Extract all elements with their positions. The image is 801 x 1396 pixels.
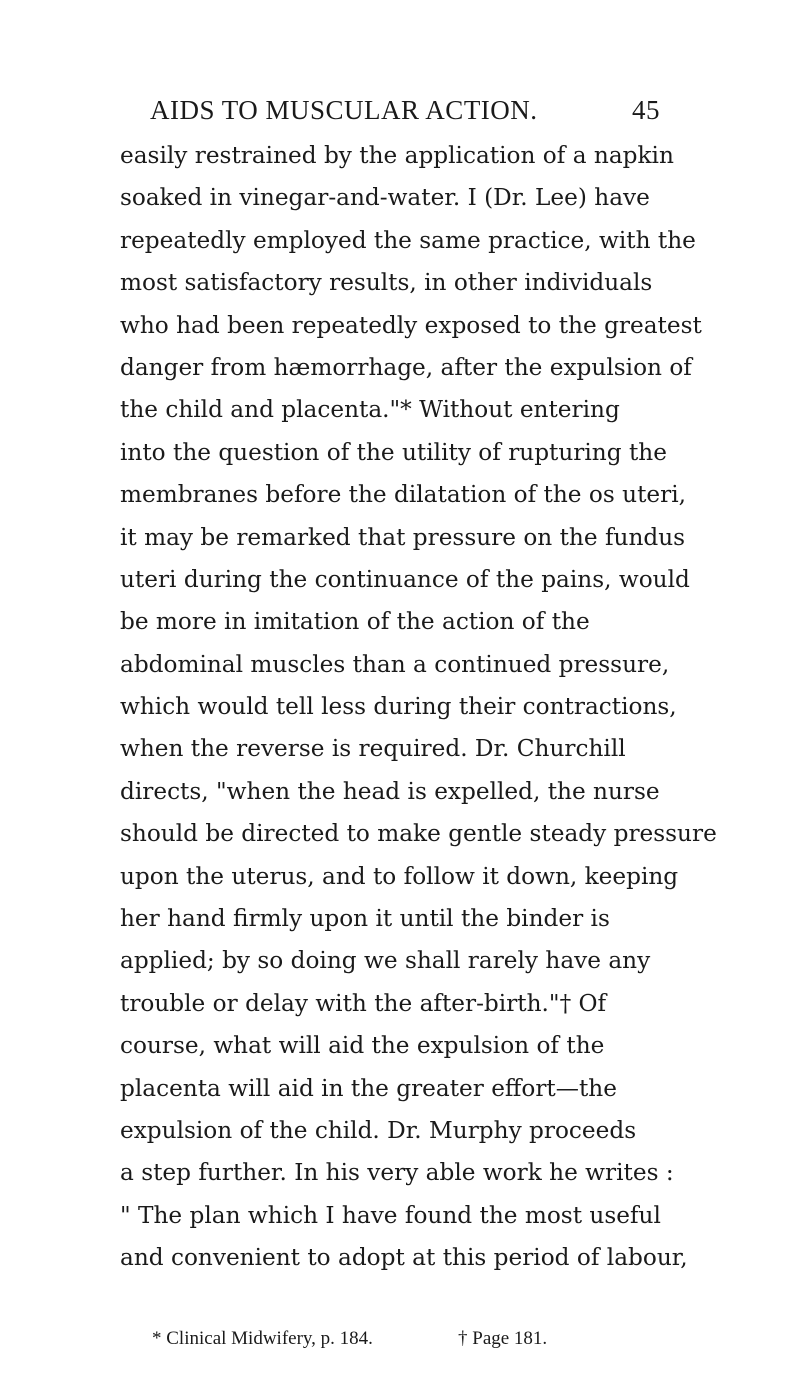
text-line: applied; by so doing we shall rarely have any [120, 947, 651, 975]
body-text [120, 135, 717, 1280]
text-line: uteri during the continuance of the pains, would [120, 565, 690, 593]
text-line: soaked in vinegar-and-water. I (Dr. Lee) have [120, 184, 650, 212]
text-line: danger from hæmorrhage, after the expulsion of [120, 353, 692, 381]
text-line: easily restrained by the application of a napkin [120, 142, 674, 169]
text-line: and convenient to adopt at this period of labour, [120, 1244, 688, 1272]
text-line: directs, "when the head is expelled, the nurse [120, 777, 660, 805]
text-line: most satisfactory results, in other individuals [120, 269, 653, 297]
text-line: " The plan which I have found the most useful [120, 1201, 661, 1229]
text-line: expulsion of the child. Dr. Murphy proceeds [120, 1116, 637, 1144]
text-line: should be directed to make gentle steady pressure [120, 820, 717, 848]
text-line: membranes before the dilatation of the os uteri, [120, 481, 686, 509]
text-line: when the reverse is required. Dr. Churchill [120, 735, 626, 763]
running-head [120, 95, 660, 133]
text-line: placenta will aid in the greater effort—the [120, 1074, 617, 1102]
text-line: a step further. In his very able work he writes : [120, 1159, 674, 1187]
text-line: repeatedly employed the same practice, with the [120, 226, 696, 254]
running-title: AIDS TO MUSCULAR ACTION. [150, 95, 538, 125]
text-line: which would tell less during their contractions, [120, 693, 677, 721]
footnote-clinical-midwifery: * Clinical Midwifery, p. 184. [152, 1328, 373, 1349]
text-line: into the question of the utility of rupturing the [120, 438, 667, 466]
text-line: it may be remarked that pressure on the fundus [120, 523, 686, 551]
text-line: course, what will aid the expulsion of the [120, 1032, 605, 1060]
footnote-page-181: † Page 181. [458, 1328, 548, 1349]
text-line: upon the uterus, and to follow it down, keeping [120, 862, 679, 890]
text-line: abdominal muscles than a continued pressure, [120, 650, 670, 678]
text-line: her hand firmly upon it until the binder is [120, 905, 610, 933]
footnotes [120, 1324, 660, 1354]
page-number: 45 [632, 95, 660, 125]
text-line: be more in imitation of the action of the [120, 608, 590, 636]
text-line: the child and placenta."* Without entering [120, 396, 620, 424]
text-line: who had been repeatedly exposed to the greatest [120, 311, 702, 339]
text-line: trouble or delay with the after-birth."† Of [120, 989, 607, 1017]
